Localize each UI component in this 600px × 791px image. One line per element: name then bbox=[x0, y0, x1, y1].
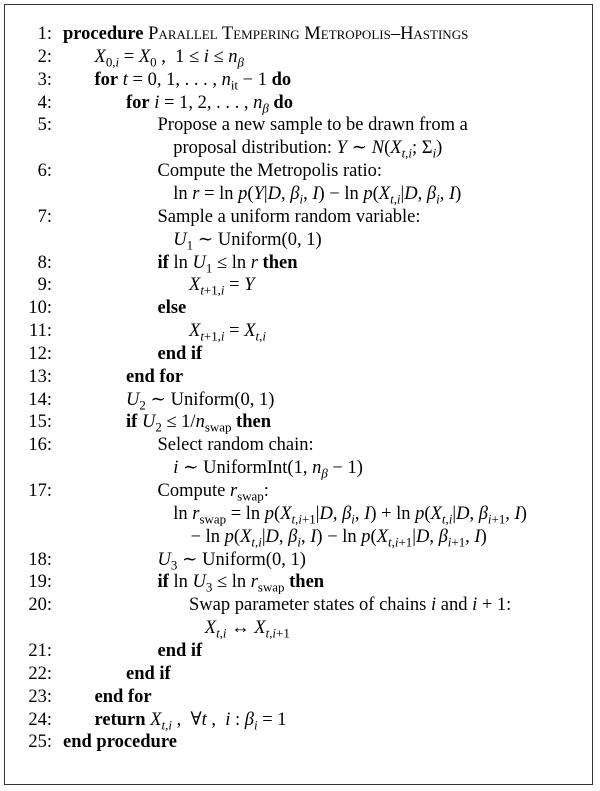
line-text: else bbox=[157, 298, 187, 319]
line-text: if $\ln U_1 \le \ln r$ then bbox=[157, 252, 298, 276]
line-text: end if bbox=[157, 640, 203, 661]
line-number: 5: bbox=[37, 115, 52, 136]
line-number: 25: bbox=[28, 732, 52, 753]
line-text: if $\ln U_3 \le \ln r_{swap}$ then bbox=[157, 572, 325, 596]
line-number: 3: bbox=[37, 69, 52, 90]
line-text: Compute $r_{swap}$: bbox=[157, 481, 269, 504]
line-number: 22: bbox=[28, 663, 52, 684]
line-number: 21: bbox=[28, 640, 52, 661]
line-text: return $X_{t,i}$ , ∀t , i : $\beta_i = 1$ bbox=[94, 709, 287, 733]
line-text: $U_2$ ∼ Uniform(0, 1) bbox=[126, 389, 275, 413]
line-number: 9: bbox=[37, 275, 52, 296]
line-text: $X_{t+1,i} = X_{t,i}$ bbox=[189, 321, 266, 344]
line-number: 15: bbox=[28, 412, 52, 433]
line-number: 8: bbox=[37, 252, 52, 273]
line-text: $U_3$ ∼ Uniform(0, 1) bbox=[157, 549, 306, 573]
line-number: 18: bbox=[28, 549, 52, 570]
line-text: if $U_2 \le 1/n_{swap}$ then bbox=[126, 412, 271, 436]
line-number: 2: bbox=[37, 46, 52, 67]
line-number: 16: bbox=[28, 435, 52, 456]
line-text: end if bbox=[126, 663, 171, 684]
line-text: proposal distribution: Y ∼ $N(X_{t,i}$; $\Sigma_i$) bbox=[173, 138, 443, 161]
line-number: 23: bbox=[28, 686, 52, 707]
line-number: 20: bbox=[28, 595, 52, 616]
line-number: 14: bbox=[28, 389, 52, 410]
line-text: $X_{t,i}$ ↔ $X_{t,i+1}$ bbox=[204, 618, 290, 641]
line-number: 4: bbox=[37, 92, 52, 113]
line-text: $X_{t+1,i} = Y$ bbox=[189, 275, 255, 299]
line-text: end if bbox=[157, 343, 203, 364]
line-number: 12: bbox=[28, 343, 52, 364]
line-text: Propose a new sample to be drawn from a bbox=[157, 115, 468, 136]
line-text: for t = 0, 1, . . . , $n_{it} - 1$ do bbox=[94, 69, 292, 93]
line-text: $\ln r_{swap} = \ln p(X_{t,i+1}|D$, $\beta_i$, $I) + \ln p(X_{t,i}|D$, $\beta_{i+1}$, I) bbox=[173, 503, 527, 527]
line-text: procedure Parallel Tempering Metropolis–Hastings bbox=[63, 24, 469, 44]
line-number: 6: bbox=[37, 161, 52, 182]
line-text: $U_1$ ∼ Uniform(0, 1) bbox=[173, 229, 322, 253]
line-text: for i = 1, 2, . . . , $n_\beta$ do bbox=[126, 92, 293, 116]
line-text: Sample a uniform random variable: bbox=[157, 206, 421, 227]
line-number: 13: bbox=[28, 366, 52, 387]
line-text: Compute the Metropolis ratio: bbox=[157, 161, 383, 182]
line-text: end procedure bbox=[63, 732, 177, 753]
line-text: ln r = ln p(Y|D, $\beta_i$, $I) - \ln p(X_{t,i}|D$, $\beta_i$, I) bbox=[173, 183, 462, 207]
line-text: Select random chain: bbox=[157, 435, 314, 456]
line-text: Swap parameter states of chains i and i + 1: bbox=[189, 595, 512, 616]
line-number: 24: bbox=[28, 709, 52, 730]
line-text: i ∼ UniformInt(1, $n_\beta - 1$) bbox=[173, 458, 363, 481]
line-number: 19: bbox=[28, 572, 52, 593]
line-text: end for bbox=[126, 366, 184, 387]
line-number: 17: bbox=[28, 481, 52, 501]
line-text: $X_{0,i} = X_0$ , $1 \le i \le n_\beta$ bbox=[94, 46, 244, 70]
line-text: − $\ln p(X_{t,i}|D$, $\beta_i$, $I) - \ln p(X_{t,i+1}|D$, $\beta_{i+1}$, I) bbox=[190, 526, 487, 550]
line-number: 7: bbox=[37, 206, 52, 227]
line-number: 1: bbox=[37, 24, 52, 44]
line-number: 11: bbox=[29, 321, 52, 342]
line-number: 10: bbox=[28, 298, 52, 319]
line-text: end for bbox=[94, 686, 152, 707]
